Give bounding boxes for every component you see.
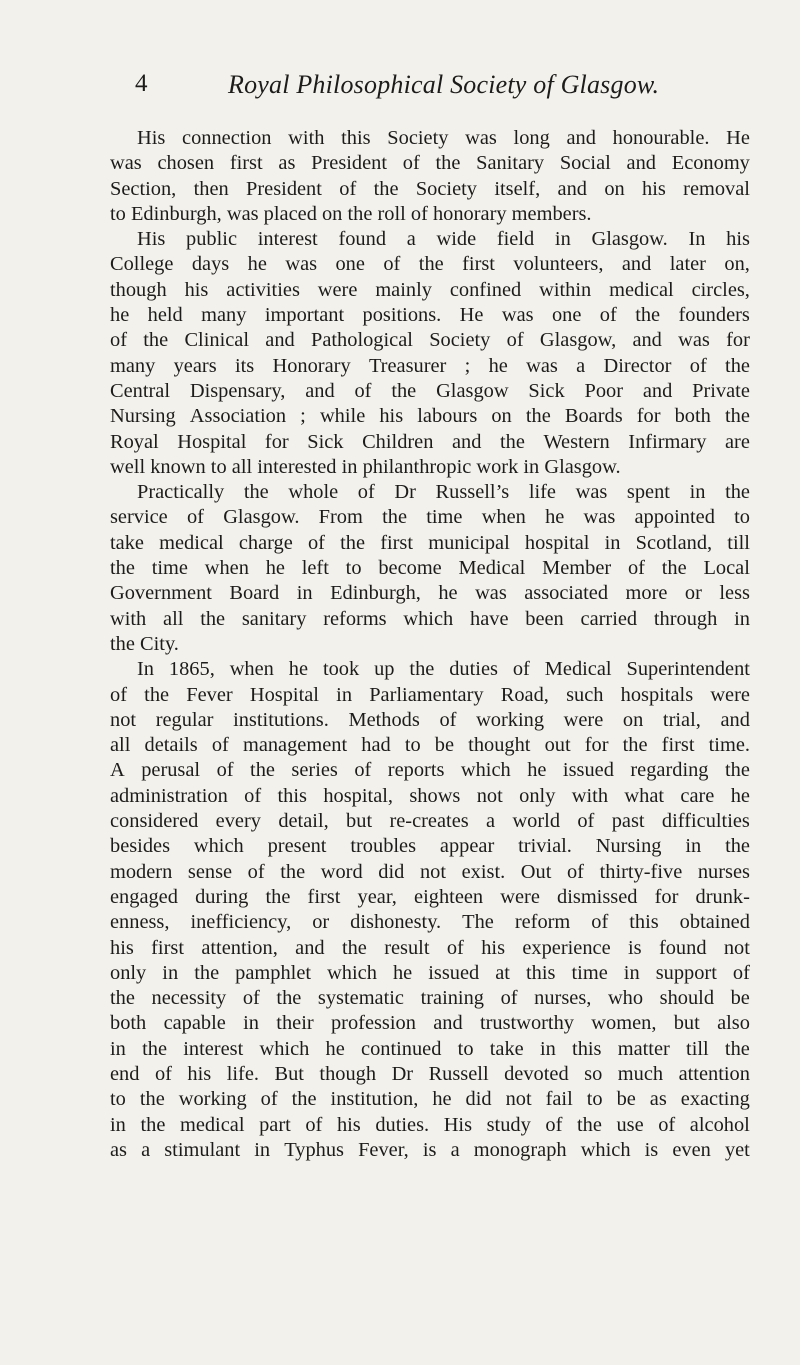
text-line: besides which present troubles appear trivial. Nursing in the bbox=[110, 835, 750, 858]
text-line: His public interest found a wide field in Glasgow. In his bbox=[137, 228, 750, 251]
text-line: in the interest which he continued to take in this matter till the bbox=[110, 1037, 750, 1060]
text-line: modern sense of the word did not exist. Out of thirty-five nurses bbox=[110, 860, 750, 883]
text-line: the City. bbox=[110, 632, 179, 655]
text-line: well known to all interested in philanthropic work in Glasgow. bbox=[110, 455, 621, 478]
text-line: In 1865, when he took up the duties of Medical Superintendent bbox=[137, 658, 750, 681]
text-line: in the medical part of his duties. His study of the use of alcohol bbox=[110, 1113, 750, 1136]
text-line: A perusal of the series of reports which he issued regarding the bbox=[110, 759, 750, 782]
text-line: of the Clinical and Pathological Society of Glasgow, and was for bbox=[110, 329, 750, 352]
text-line: not regular institutions. Methods of working were on trial, and bbox=[110, 708, 750, 731]
text-line: administration of this hospital, shows not only with what care he bbox=[110, 784, 750, 807]
text-line: engaged during the first year, eighteen were dismissed for drunk- bbox=[110, 885, 750, 908]
text-line: His connection with this Society was long and honourable. He bbox=[137, 127, 750, 149]
text-line: all details of management had to be thought out for the first time. bbox=[110, 734, 750, 757]
text-line: his first attention, and the result of his experience is found not bbox=[110, 936, 750, 959]
text-line: Section, then President of the Society itself, and on his removal bbox=[110, 177, 750, 200]
text-line: College days he was one of the first volunteers, and later on, bbox=[110, 253, 750, 276]
page-number: 4 bbox=[135, 70, 148, 97]
text-line: considered every detail, but re-creates a world of past difficulties bbox=[110, 810, 750, 833]
body-text bbox=[110, 126, 750, 1163]
text-line: enness, inefficiency, or dishonesty. The reform of this obtained bbox=[110, 911, 750, 934]
text-line: take medical charge of the first municipal hospital in Scotland, till bbox=[110, 531, 750, 554]
text-line: service of Glasgow. From the time when he was appointed to bbox=[110, 506, 750, 529]
text-line: Practically the whole of Dr Russell’s life was spent in the bbox=[137, 481, 750, 504]
text-line: though his activities were mainly confined within medical circles, bbox=[110, 278, 750, 301]
text-line: the necessity of the systematic training of nurses, who should be bbox=[110, 987, 750, 1010]
text-line: as a stimulant in Typhus Fever, is a monograph which is even yet bbox=[110, 1138, 750, 1161]
text-line: the time when he left to become Medical Member of the Local bbox=[110, 557, 750, 580]
text-line: Central Dispensary, and of the Glasgow Sick Poor and Private bbox=[110, 379, 750, 402]
text-line: both capable in their profession and trustworthy women, but also bbox=[110, 1012, 750, 1035]
text-line: many years its Honorary Treasurer ; he was a Director of the bbox=[110, 354, 750, 377]
text-line: of the Fever Hospital in Parliamentary Road, such hospitals were bbox=[110, 683, 750, 706]
text-line: Government Board in Edinburgh, he was associated more or less bbox=[110, 582, 750, 605]
text-line: end of his life. But though Dr Russell devoted so much attention bbox=[110, 1062, 750, 1085]
text-line: he held many important positions. He was one of the founders bbox=[110, 304, 750, 327]
text-line: Royal Hospital for Sick Children and the Western Infirmary are bbox=[110, 430, 750, 453]
text-line: to Edinburgh, was placed on the roll of honorary members. bbox=[110, 202, 592, 225]
text-line: only in the pamphlet which he issued at this time in support of bbox=[110, 961, 750, 984]
running-head bbox=[135, 70, 745, 110]
journal-title: Royal Philosophical Society of Glasgow. bbox=[228, 70, 660, 99]
text-line: with all the sanitary reforms which have been carried through in bbox=[110, 607, 750, 630]
text-line: Nursing Association ; while his labours on the Boards for both the bbox=[110, 405, 750, 428]
text-line: to the working of the institution, he did not fail to be as exacting bbox=[110, 1088, 750, 1111]
text-line: was chosen first as President of the Sanitary Social and Economy bbox=[110, 152, 750, 175]
